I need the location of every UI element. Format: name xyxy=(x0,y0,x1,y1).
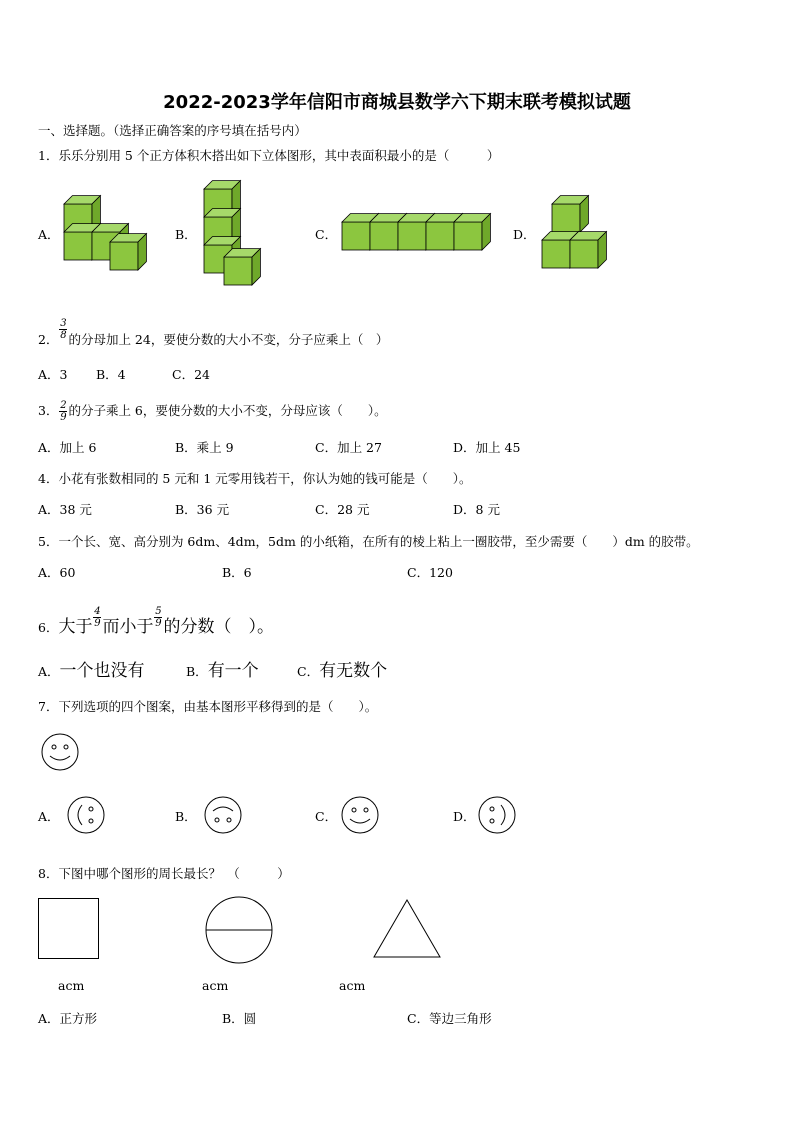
q6-option-b: B．有一个 xyxy=(186,661,259,681)
q3-option-c: C．加上 27 xyxy=(315,440,382,455)
q6-option-c: C．有无数个 xyxy=(297,661,388,681)
q4-option-c: C．28 元 xyxy=(315,502,370,517)
square-shape xyxy=(38,898,100,960)
q8-option-c: C．等边三角形 xyxy=(407,1011,492,1026)
q6-text-1: 大于 xyxy=(58,617,93,637)
q4-option-a: A．38 元 xyxy=(38,502,92,517)
q1-label-a: A． xyxy=(38,227,60,242)
q7-label-c: C． xyxy=(315,809,338,824)
q3-option-a: A．加上 6 xyxy=(38,440,97,455)
question-7: 7．下列选项的四个图案，由基本图形平移得到的是（ ）。 xyxy=(38,699,378,714)
q1-figure-c xyxy=(340,210,510,260)
face-rotated-right-icon xyxy=(477,795,519,837)
smiley-face-icon xyxy=(40,732,82,772)
section-heading: 一、选择题。（选择正确答案的序号填在括号内） xyxy=(38,123,307,138)
circle-unit-label: acm xyxy=(202,978,229,993)
q6-number: 6． xyxy=(38,620,59,635)
q3-option-d: D．加上 45 xyxy=(453,440,521,455)
question-1: 1．乐乐分别用 5 个正方体积木搭出如下立体图形，其中表面积最小的是（ ） xyxy=(38,148,500,163)
q1-figure-a xyxy=(60,190,170,280)
q5-option-a: A．60 xyxy=(38,565,76,580)
q3-option-b: B．乘上 9 xyxy=(175,440,234,455)
q2-text: 的分母加上 24，要使分数的大小不变，分子应乘上（ ） xyxy=(68,332,389,347)
q1-label-c: C． xyxy=(315,227,338,242)
q6-option-a: A．一个也没有 xyxy=(38,661,145,681)
question-4: 4．小花有张数相同的 5 元和 1 元零用钱若干，你认为她的钱可能是（ ）。 xyxy=(38,471,472,486)
q1-figure-b xyxy=(198,175,288,295)
q2-option-c: C．24 xyxy=(172,367,210,382)
q1-label-d: D． xyxy=(513,227,536,242)
q5-option-b: B．6 xyxy=(222,565,252,580)
q4-option-d: D．8 元 xyxy=(453,502,500,517)
q7-label-a: A． xyxy=(38,809,60,824)
q3-number: 3． xyxy=(38,403,59,418)
q6-fraction-2: $\frac{5}{9}$ xyxy=(155,606,162,629)
cube xyxy=(454,214,490,250)
triangle-unit-label: acm xyxy=(339,978,366,993)
cube xyxy=(224,249,260,285)
q8-option-b: B．圆 xyxy=(222,1011,257,1026)
q3-text: 的分子乘上 6，要使分数的大小不变，分母应该（ ）。 xyxy=(68,403,387,418)
q3-fraction: $\frac{2}{9}$ xyxy=(60,400,67,423)
q4-option-b: B．36 元 xyxy=(175,502,230,517)
cube xyxy=(552,196,588,232)
question-6 xyxy=(38,606,274,637)
face-rotated-left-icon xyxy=(66,795,108,837)
cube xyxy=(110,234,146,270)
question-8: 8．下图中哪个图形的周长最长？ （ ） xyxy=(38,866,290,881)
q5-option-c: C．120 xyxy=(407,565,453,580)
question-3 xyxy=(38,400,387,423)
triangle-shape xyxy=(373,898,443,960)
q2-number: 2． xyxy=(38,332,59,347)
q2-option-b: B．4 xyxy=(96,367,126,382)
q2-option-a: A．3 xyxy=(38,367,68,382)
q6-text-2: 而小于 xyxy=(102,617,154,637)
face-upright-icon xyxy=(340,795,382,837)
q2-fraction: $\frac{3}{8}$ xyxy=(60,318,67,341)
page-title: 2022-2023学年信阳市商城县数学六下期末联考模拟试题 xyxy=(163,92,631,113)
square-unit-label: acm xyxy=(58,978,85,993)
cube xyxy=(570,232,606,268)
face-upside-down-icon xyxy=(203,795,245,837)
q1-figure-d xyxy=(538,190,628,280)
q8-option-a: A．正方形 xyxy=(38,1011,98,1026)
q7-label-d: D． xyxy=(453,809,476,824)
q6-fraction-1: $\frac{4}{9}$ xyxy=(94,606,101,629)
q1-label-b: B． xyxy=(175,227,197,242)
circle-shape xyxy=(205,896,275,964)
q6-text-3: 的分数（ ）。 xyxy=(163,617,274,637)
question-5: 5．一个长、宽、高分别为 6dm、4dm，5dm 的小纸箱，在所有的棱上粘上一圈胶带，至少需要（ ）dm 的胶带。 xyxy=(38,534,699,549)
q7-label-b: B． xyxy=(175,809,197,824)
question-2 xyxy=(38,318,389,348)
